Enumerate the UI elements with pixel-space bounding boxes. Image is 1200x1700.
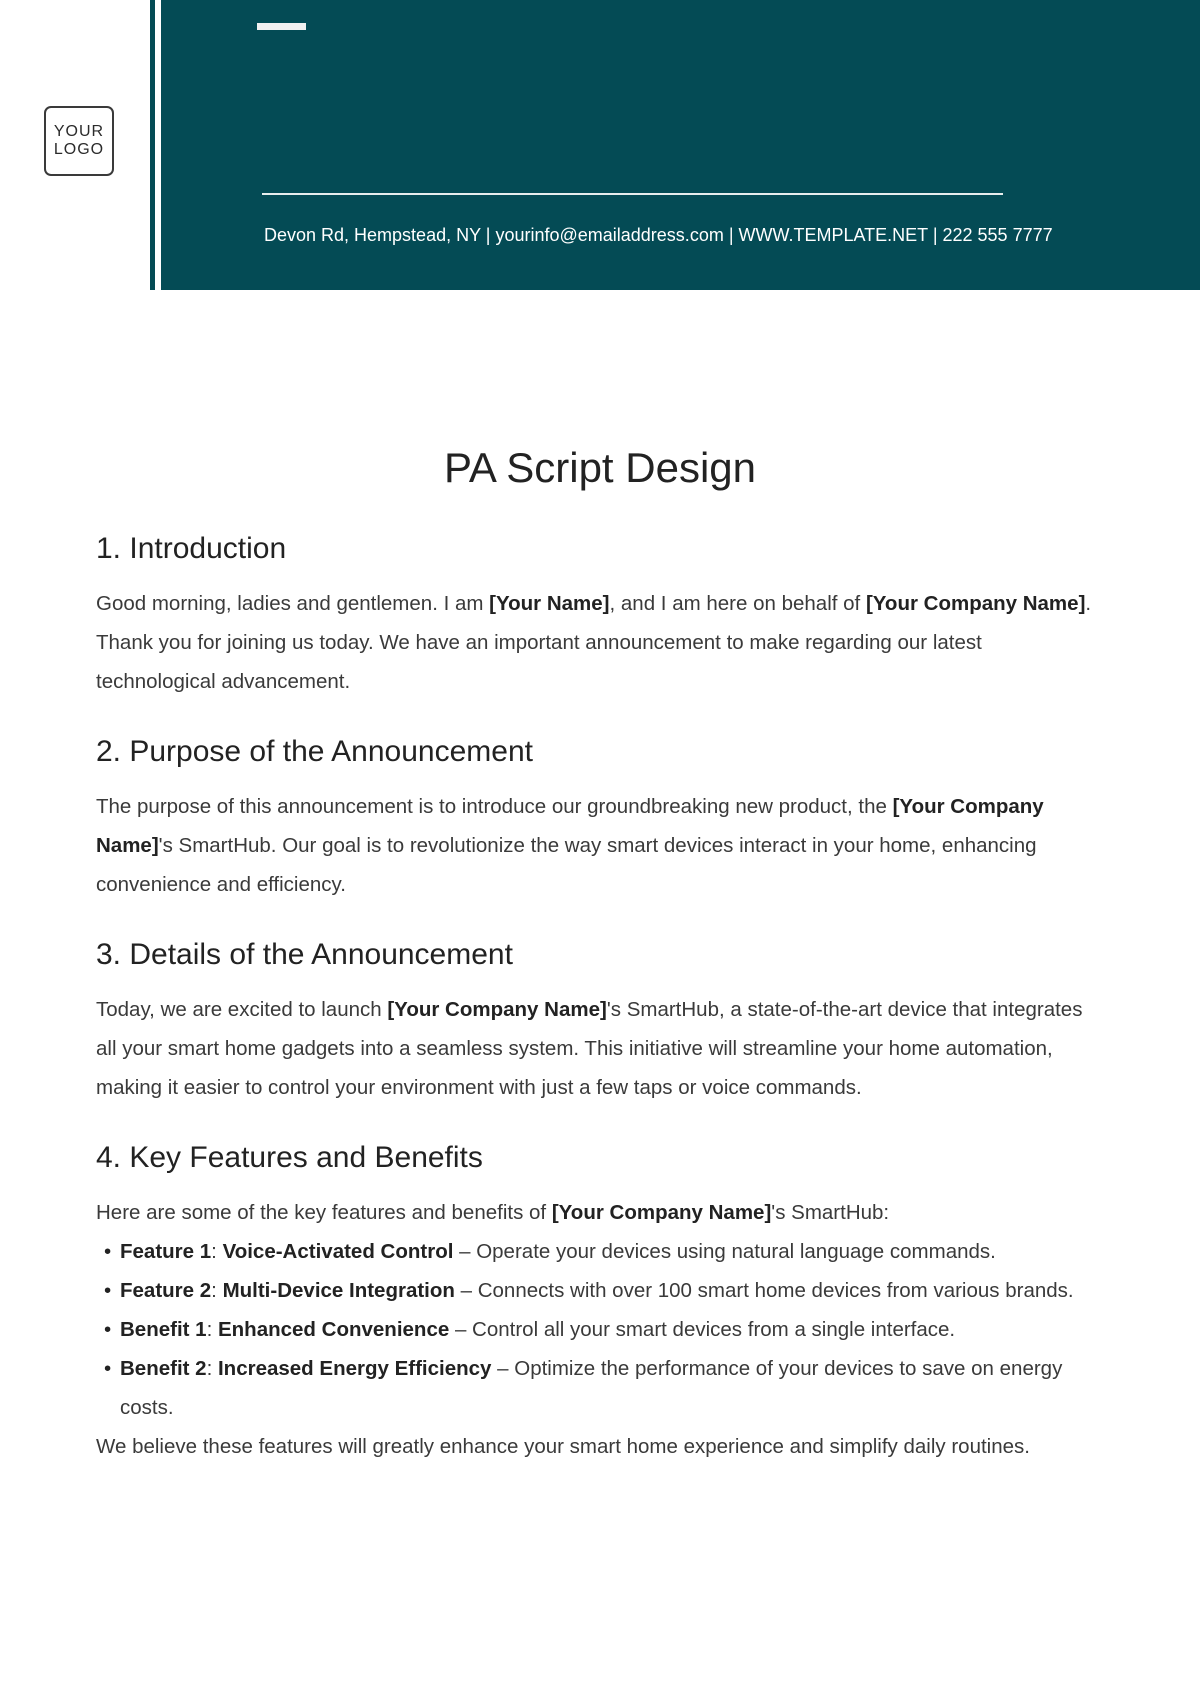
section-heading: 4. Key Features and Benefits	[96, 1141, 483, 1174]
section-closing: We believe these features will greatly enhance your smart home experience and simplify daily routines.	[96, 1435, 1030, 1458]
list-item: • Benefit 2: Increased Energy Efficiency – Optimize the performance of your devices to save on energy costs.	[120, 1349, 1106, 1427]
list-item: • Feature 2: Multi-Device Integration – Connects with over 100 smart home devices from various brands.	[120, 1271, 1106, 1310]
placeholder-company-name: [Your Company Name]	[387, 998, 607, 1021]
section-heading: 1. Introduction	[96, 532, 287, 565]
header-contact-info: Devon Rd, Hempstead, NY | yourinfo@emailaddress.com | WWW.TEMPLATE.NET | 222 555 7777	[264, 225, 1053, 245]
placeholder-company-name: [Your Company Name]	[96, 795, 1044, 857]
section-purpose	[96, 735, 1106, 904]
placeholder-your-name: [Your Name]	[489, 592, 610, 615]
company-logo	[44, 106, 114, 176]
list-item: • Benefit 1: Enhanced Convenience – Control all your smart devices from a single interface.	[120, 1310, 1106, 1349]
header-divider	[262, 193, 1003, 195]
placeholder-company-name: [Your Company Name]	[551, 1201, 772, 1224]
features-list	[96, 1232, 1106, 1427]
logo-text-line2: LOGO	[53, 141, 105, 158]
section-features-benefits	[96, 1141, 1106, 1466]
section-introduction	[96, 532, 1106, 701]
list-item: • Feature 1: Voice-Activated Control – Operate your devices using natural language commands.	[120, 1232, 1106, 1271]
section-details	[96, 938, 1106, 1107]
header-accent-bar	[150, 0, 155, 290]
section-paragraph: The purpose of this announcement is to introduce our groundbreaking new product, the [Your Company Name]'s SmartHub. Our goal is to revolutionize the way smart devices interact in your home, enhancing convenience and efficiency.	[96, 795, 1044, 896]
header-dash-decoration	[257, 23, 306, 30]
section-heading: 2. Purpose of the Announcement	[96, 735, 533, 768]
section-heading: 3. Details of the Announcement	[96, 938, 513, 971]
document-title: PA Script Design	[443, 444, 757, 491]
section-paragraph: Good morning, ladies and gentlemen. I am [Your Name], and I am here on behalf of [Your Company Name]. Thank you for joining us today. We have an important announcement to make regarding our latest technological advancement.	[96, 592, 1092, 693]
placeholder-company-name: [Your Company Name]	[865, 592, 1086, 615]
section-intro: Here are some of the key features and benefits of [Your Company Name]'s SmartHub:	[96, 1201, 890, 1224]
document-body	[96, 532, 1106, 1500]
section-paragraph: Today, we are excited to launch [Your Company Name]'s SmartHub, a state-of-the-art device that integrates all your smart home gadgets into a seamless system. This initiative will streamline your home automation, making it easier to control your environment with just a few taps or voice commands.	[96, 998, 1083, 1099]
logo-text-line1: YOUR	[53, 123, 105, 140]
header-band	[161, 0, 1200, 290]
